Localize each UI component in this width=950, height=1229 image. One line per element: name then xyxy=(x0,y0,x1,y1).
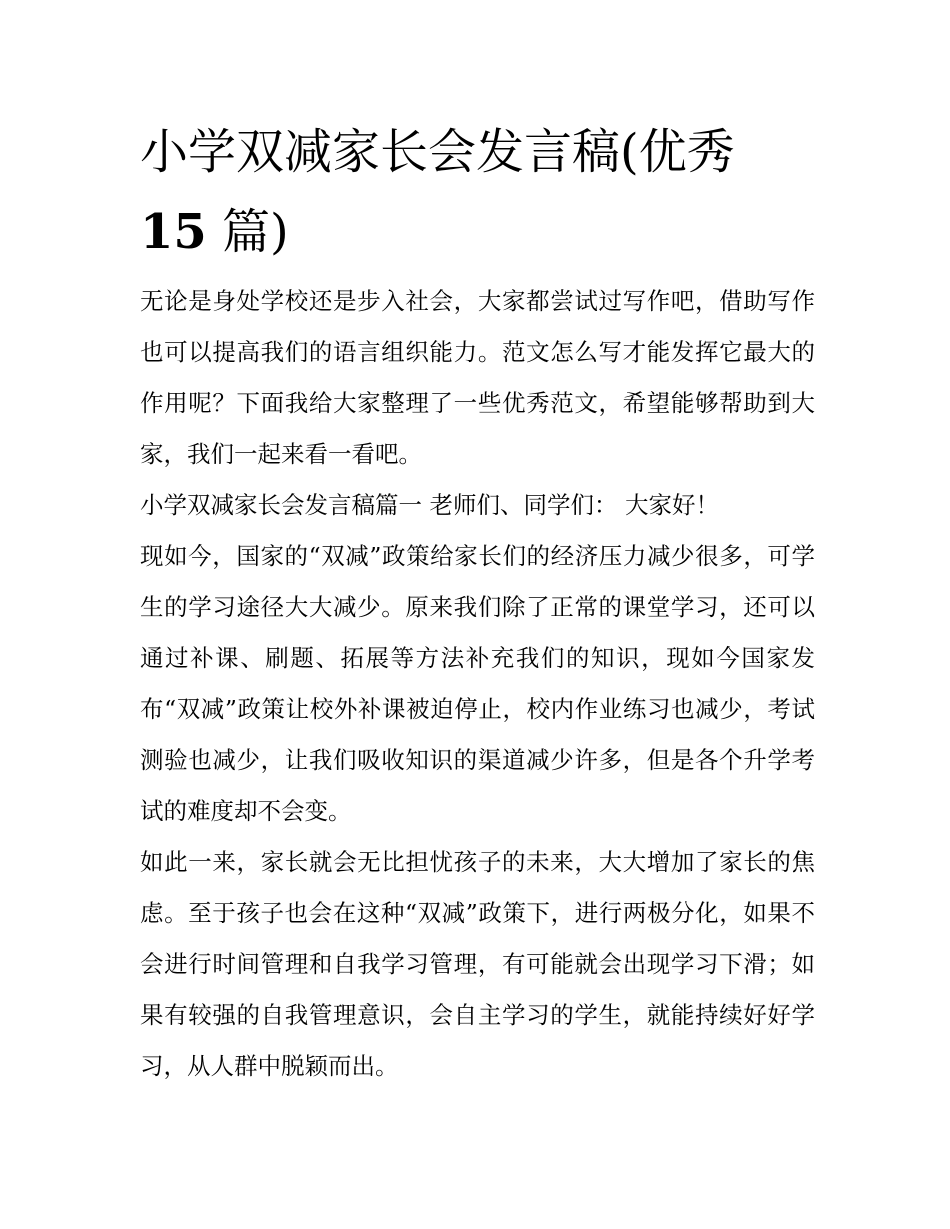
title-end: 篇) xyxy=(206,204,289,260)
title-number: 15 xyxy=(140,204,207,260)
intro-paragraph: 无论是身处学校还是步入社会，大家都尝试过写作吧，借助写作也可以提高我们的语言组织能力。范文怎么写才能发挥它最大的作用呢？下面我给大家整理了一些优秀范文，希望能够帮助到大家，我们一起来看一看吧。 xyxy=(140,287,815,468)
document-body xyxy=(140,276,815,1092)
title-main: 小学双减家长会发言稿(优秀 xyxy=(140,124,735,180)
section-heading-paragraph: 小学双减家长会发言稿篇一 老师们、同学们： 大家好！ xyxy=(140,491,719,519)
body-paragraph: 如此一来，家长就会无比担忧孩子的未来，大大增加了家长的焦虑。至于孩子也会在这种“双减”政策下，进行两极分化，如果不会进行时间管理和自我学习管理，有可能就会出现学习下滑；如果有较强的自我管理意识，会自主学习的学生，就能持续好好学习，从人群中脱颖而出。 xyxy=(140,848,815,1080)
body-paragraph: 现如今，国家的“双减”政策给家长们的经济压力减少很多，可学生的学习途径大大减少。原来我们除了正常的课堂学习，还可以通过补课、刷题、拓展等方法补充我们的知识，现如今国家发布“双减”政策让校外补课被迫停止，校内作业练习也减少，考试测验也减少，让我们吸收知识的渠道减少许多，但是各个升学考试的难度却不会变。 xyxy=(140,542,815,825)
document-title xyxy=(140,112,820,272)
